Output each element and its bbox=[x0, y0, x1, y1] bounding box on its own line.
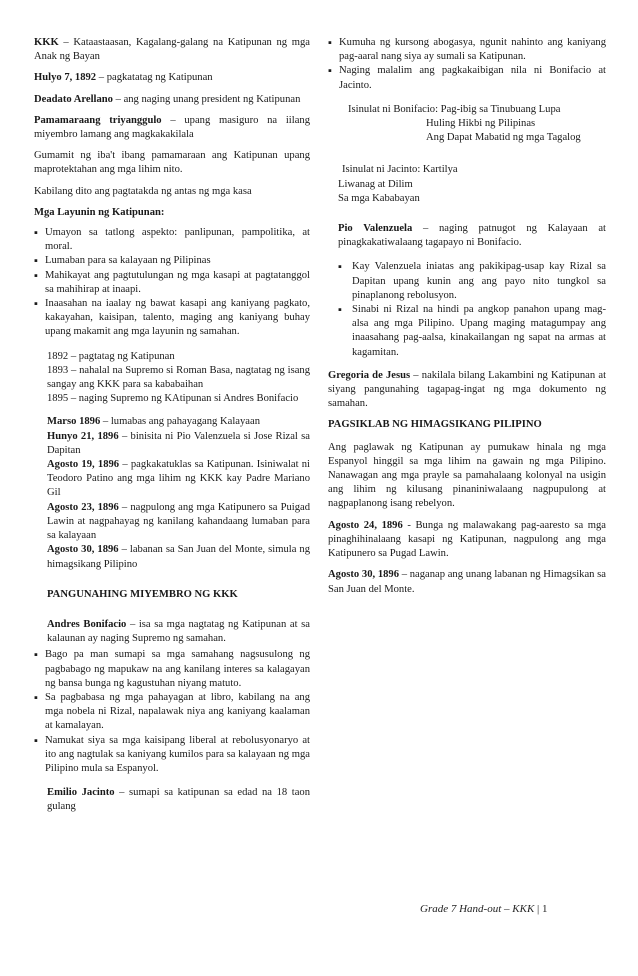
list-item: ▪ Naging malalim ang pagkakaibigan nila ni Bonifacio at Jacinto. bbox=[328, 64, 606, 92]
first-president: Deadato Arellano – ang naging unang president ng Katipunan bbox=[34, 93, 301, 105]
timeline-early bbox=[34, 350, 310, 407]
timeline-item: Hunyo 21, 1896 – binisita ni Pio Valenzuela si Jose Rizal sa Dapitan bbox=[47, 430, 310, 456]
list-item: ▪ Sa pagbabasa ng mga pahayagan at libro, kabilang na ang mga nobela ni Rizal, napalawak niya ang kaniyang kaalaman at kamalayan. bbox=[34, 691, 310, 734]
layunin-heading: Mga Layunin ng Katipunan: bbox=[34, 206, 165, 218]
bonifacio-works bbox=[348, 103, 606, 146]
timeline-1896 bbox=[34, 415, 310, 571]
miyembro-heading: PANGUNAHING MIYEMBRO NG KKK bbox=[47, 588, 238, 600]
list-item: ▪ Mahikayat ang pagtutulungan ng mga kasapi at pagtatanggol sa mahihirap at inaapi. bbox=[34, 269, 310, 297]
right-column bbox=[328, 36, 606, 604]
works-line: Liwanag at Dilim bbox=[338, 178, 413, 190]
pio-valenzuela: Pio Valenzuela – naging patnugot ng Kalayaan at pinagkakatiwalaang tagapayo ni Bonifacio. bbox=[338, 223, 606, 249]
kasa-levels: Kabilang dito ang pagtatakda ng antas ng mga kasa bbox=[34, 185, 252, 197]
list-item: ▪ Namukat siya sa mga kaisipang liberal at rebolusyonaryo at ito ang nagtulak sa kaniyang kumilos para sa kalayaan ng mga Pilipino mula sa Espanyol. bbox=[34, 734, 310, 777]
gregoria-de-jesus: Gregoria de Jesus – nakilala bilang Lakambini ng Katipunan at siyang pangunahing tagapag-ingat ng mga dokumento ng samahan. bbox=[328, 369, 607, 410]
jacinto-bullets bbox=[328, 36, 606, 93]
andres-bullets bbox=[34, 648, 310, 776]
list-item: ▪ Lumaban para sa kalayaan ng Pilipinas bbox=[34, 254, 310, 268]
list-item: ▪ Kay Valenzuela iniatas ang pakikipag-usap kay Rizal sa Dapitan upang kunin ang ang payo nito tungkol sa pinaplanong rebolusyon. bbox=[338, 260, 606, 303]
timeline-item: Agosto 19, 1896 – pagkakatuklas sa Katipunan. Isiniwalat ni Teodoro Patino ang mga lihim ng KKK kay Padre Mariano Gil bbox=[47, 459, 311, 499]
list-item: ▪ Sinabi ni Rizal na hindi pa angkop panahon upang mag-alsa ang mga Pilipino. Upang maging matagumpay ang inaasahang pag-aalsa, kinakailangan ng sapat na armas at kagamitan. bbox=[338, 303, 606, 360]
andres-bonifacio: Andres Bonifacio – isa sa mga nagtatag ng Katipunan at sa kalaunan ay naging Supremo ng samahan. bbox=[47, 618, 310, 645]
timeline-item: 1892 – pagtatag ng Katipunan bbox=[47, 350, 175, 362]
layunin-list bbox=[34, 226, 310, 340]
list-item: ▪ Kumuha ng kursong abogasya, ngunit nahinto ang kaniyang pag-aaral nang siya ay sumali sa Katipunan. bbox=[328, 36, 606, 64]
pagsiklab-text: Ang paglawak ng Katipunan ay pumukaw hinala ng mga Espanyol hinggil sa mga lihim na gawain ng mga Pilipino. Nanawagan ang mga prayle sa pamahalaang kolonyal na usigin ang lihim ng kilusang pinaniniwalaang nagpupulong at nagpaplanong isang rebelyon. bbox=[328, 441, 606, 510]
works-line: Isinulat ni Bonifacio: Pag-ibig sa Tinubuang Lupa bbox=[348, 103, 561, 115]
jacinto-works bbox=[328, 163, 606, 206]
protection-methods: Gumamit ng iba't ibang pamamaraan ang Katipunan upang maprotektahan ang mga lihim nito. bbox=[34, 150, 310, 176]
timeline-item: 1895 – naging Supremo ng KAtipunan si Andres Bonifacio bbox=[47, 393, 299, 405]
works-line: Isinulat ni Jacinto: Kartilya bbox=[342, 164, 458, 176]
list-item: ▪ Umayon sa tatlong aspekto: panlipunan, pampolitika, at moral. bbox=[34, 226, 310, 254]
founding-date: Hulyo 7, 1892 – pagkatatag ng Katipunan bbox=[34, 72, 213, 84]
timeline-item: Agosto 23, 1896 – nagpulong ang mga Katipunero sa Puigad Lawin at nagpahayag ng kanilang kahandaang lumaban para sa kalayaan bbox=[47, 501, 310, 542]
left-column bbox=[34, 36, 310, 822]
footer-label: Grade 7 Hand-out – KKK bbox=[420, 903, 535, 915]
list-item: ▪ Bago pa man sumapi sa mga samahang nagsusulong ng pagbabago ng mapukaw na ang kanilang interes sa kalagayan ng bansa bunga ng kagustuhan niyang matuto. bbox=[34, 648, 310, 691]
timeline-item: Marso 1896 – lumabas ang pahayagang Kalayaan bbox=[47, 416, 260, 428]
agosto-24: Agosto 24, 1896 - Bunga ng malawakang pag-aaresto sa mga pinaghihinalaang kasapi ng Katipunan, nagpulong ang mga Katipunero sa Pugad Lawin. bbox=[328, 519, 606, 560]
pagsiklab-heading: PAGSIKLAB NG HIMAGSIKANG PILIPINO bbox=[328, 419, 542, 431]
works-line: Ang Dapat Mabatid ng mga Tagalog bbox=[426, 132, 581, 144]
kkk-definition: KKK – Kataastaasan, Kagalang-galang na Katipunan ng mga Anak ng Bayan bbox=[34, 37, 310, 63]
triangle-method: Pamamaraang triyanggulo – upang masiguro na iilang miyembro lamang ang magkakakilala bbox=[34, 114, 310, 141]
agosto-30: Agosto 30, 1896 – naganap ang unang labanan ng Himagsikan sa San Juan del Monte. bbox=[328, 569, 606, 595]
page-number: | 1 bbox=[534, 903, 548, 915]
works-line: Sa mga Kababayan bbox=[338, 192, 420, 204]
list-item: ▪ Inaasahan na iaalay ng bawat kasapi ang kaniyang pagkato, kakayahan, kaisipan, talento, maging ang kaniyang buhay upang makamit ang mga layunin ng samahan. bbox=[34, 297, 310, 340]
timeline-item: 1893 – nahalal na Supremo si Roman Basa, nagtatag ng isang sangay ang KKK para sa kababaihan bbox=[47, 364, 310, 391]
timeline-item: Agosto 30, 1896 – labanan sa San Juan del Monte, simula ng himagsikang Pilipino bbox=[47, 544, 310, 570]
works-line: Huling Hikbi ng Pilipinas bbox=[426, 118, 536, 130]
pio-bullets bbox=[328, 260, 606, 359]
emilio-jacinto: Emilio Jacinto – sumapi sa katipunan sa edad na 18 taon gulang bbox=[47, 787, 310, 813]
page-footer bbox=[420, 903, 547, 915]
